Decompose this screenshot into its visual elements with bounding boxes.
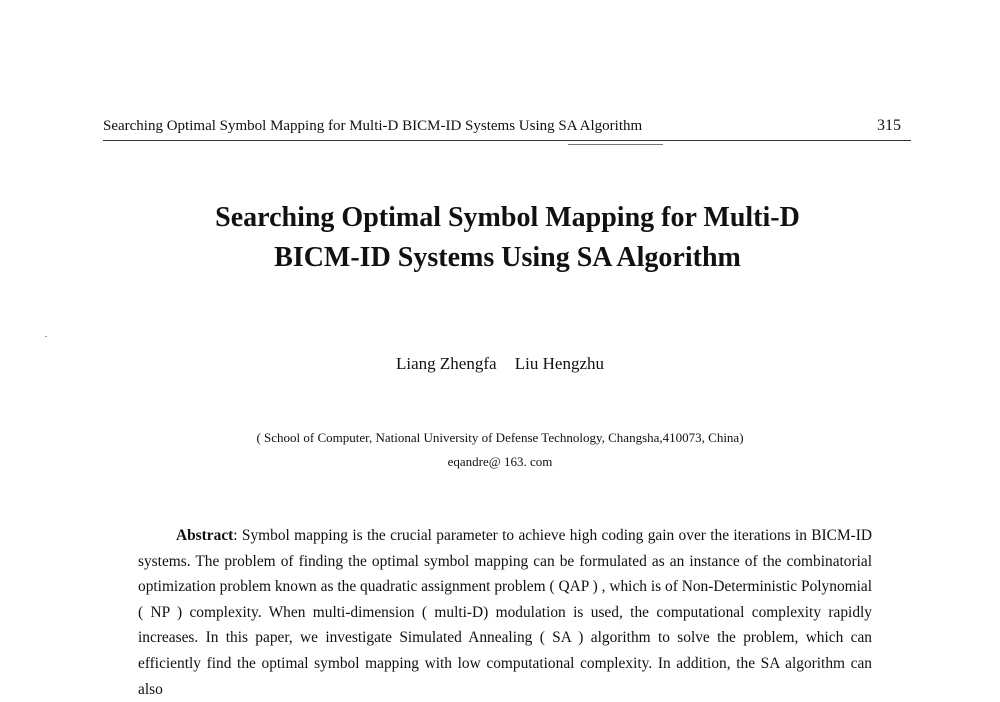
abstract-separator: : [233, 527, 242, 544]
running-head [103, 116, 911, 141]
page-number: 315 [877, 117, 901, 134]
paper-title-line-1: Searching Optimal Symbol Mapping for Multi-D [215, 202, 800, 233]
abstract-label: Abstract [176, 527, 234, 544]
abstract-text: Symbol mapping is the crucial parameter to achieve high coding gain over the iterations in BICM-ID systems. The problem of finding the optimal symbol mapping can be formulated as an instance of the combinatorial optimization problem known as the quadratic assignment problem ( QAP ) , which is of Non-Deterministic Polynomial ( NP ) complexity. When multi-dimension ( multi-D) modulation is used, the computational complexity rapidly increases. In this paper, we investigate Simulated Annealing ( SA ) algorithm to solve the problem, which can efficiently find the optimal symbol mapping with low computational complexity. In addition, the SA algorithm can also [138, 527, 873, 698]
paper-title [100, 198, 915, 278]
abstract [138, 523, 872, 702]
author-email: eqandre@ 163. com [447, 454, 553, 469]
affiliation: ( School of Computer, National University of Defense Technology, Changsha,410073, China) [256, 430, 744, 445]
author-1: Liang Zhengfa [395, 354, 497, 373]
running-head-title: Searching Optimal Symbol Mapping for Multi-D BICM-ID Systems Using SA Algorithm [103, 118, 643, 134]
margin-mark [45, 336, 47, 337]
author-2: Liu Hengzhu [514, 354, 605, 373]
paper-title-line-2: BICM-ID Systems Using SA Algorithm [274, 242, 741, 273]
header-rule-mark [568, 144, 663, 145]
author-list [0, 354, 1000, 374]
